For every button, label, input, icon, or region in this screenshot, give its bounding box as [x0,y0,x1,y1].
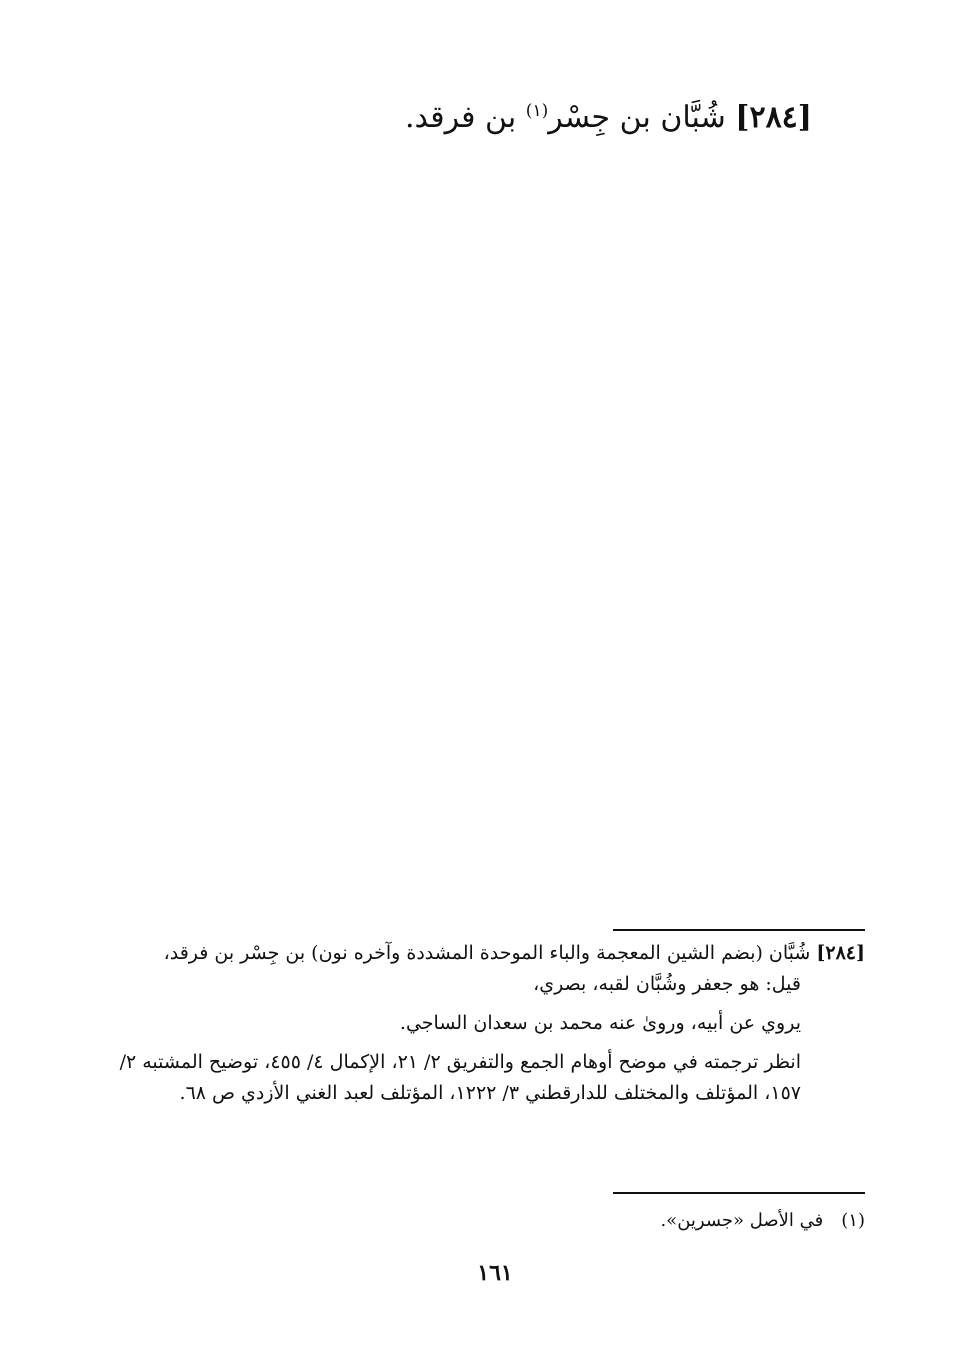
entry-name-continued: بن فرقد. [405,100,517,135]
entry-heading [252,96,812,140]
notes-divider [613,929,865,931]
footnote [365,1207,865,1235]
note-entry-number: [٢٨٤] [816,942,865,964]
commentary-notes [105,938,865,1109]
note-paragraph-references: انظر ترجمته في موضح أوهام الجمع والتفريق ٢/ ٢١، الإكمال ٤/ ٤٥٥، توضيح المشتبه ٢/ ١٥٧، المؤتلف والمختلف للدارقطني ٣/ ١٢٢٢، المؤتلف لعبد الغني الأزدي ص ٦٨. [119,1051,801,1104]
entry-number: [٢٨٤] [735,100,812,135]
note-line-1: شُبَّان (بضم الشين المعجمة والباء الموحدة المشددة وآخره نون) بن جِسْر بن فرقد، [163,942,811,964]
footnote-divider [613,1192,865,1194]
footnote-reference: (١) [525,101,549,121]
note-paragraph-narration: يروي عن أبيه، وروىٰ عنه محمد بن سعدان الساجي. [399,1012,801,1034]
note-line-2: قيل: هو جعفر وشُبَّان لقبه، بصري، [533,973,801,995]
entry-name: شُبَّان بن جِسْر [548,100,726,135]
footnote-marker: (١) [841,1210,865,1231]
page-number: ١٦١ [477,1260,513,1286]
note-first-line [105,938,865,969]
note-indented-block [105,969,865,1109]
footnote-text: في الأصل «جسرين». [660,1210,824,1231]
